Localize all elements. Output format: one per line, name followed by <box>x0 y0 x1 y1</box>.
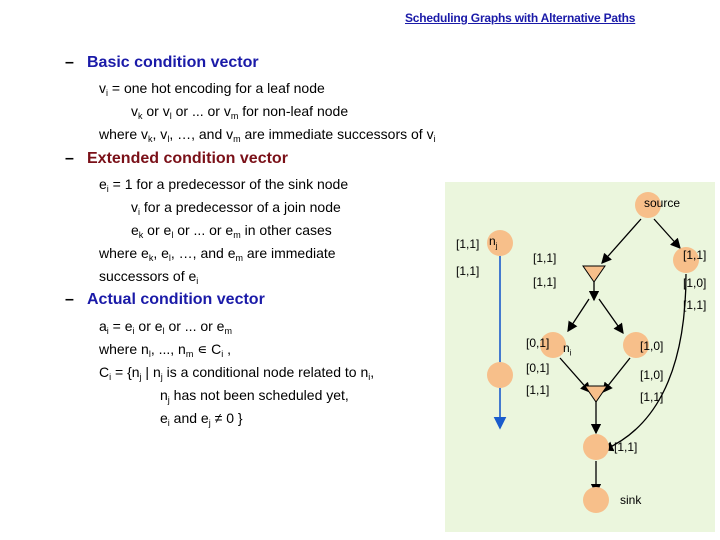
line-subscript: i <box>221 349 224 359</box>
line-text: = e <box>108 318 133 334</box>
line-text: are immediate successors of v <box>240 126 434 142</box>
line-subscript: l <box>148 349 151 359</box>
line-subscript: k <box>138 230 144 240</box>
line-subscript: l <box>171 230 174 240</box>
line-subscript: j <box>208 418 211 428</box>
line-subscript: m <box>185 349 194 359</box>
cond-label-ni-3: [1,1] <box>526 383 550 397</box>
nj-label: $n_j$ <box>489 234 498 251</box>
sink-node <box>583 487 609 513</box>
line-subscript: i <box>106 184 109 194</box>
line-text: , <box>370 364 375 380</box>
line-text: , <box>223 341 232 357</box>
line-text: for a predecessor of a join node <box>140 199 341 215</box>
cond-label-right-2: [1,0] <box>683 276 707 290</box>
line-text: where v <box>99 126 149 142</box>
slide-header: Scheduling Graphs with Alternative Paths <box>405 11 636 25</box>
line-text: , v <box>152 126 168 142</box>
cond-label-left-bottom: [1,1] <box>456 264 480 278</box>
line-subscript: m <box>224 326 232 336</box>
cond-label-r-1: [1,0] <box>640 339 664 353</box>
line-text: or ... or v <box>171 103 231 119</box>
line-subscript: j <box>139 372 142 382</box>
line-text: = {n <box>111 364 140 380</box>
cond-label-right-1: [1,1] <box>683 248 707 262</box>
line-text: in other cases <box>240 222 332 238</box>
line-text: or ... or e <box>164 318 225 334</box>
line-text: or e <box>134 318 163 334</box>
line-text: or e <box>143 222 172 238</box>
line-subscript: i <box>132 326 135 336</box>
edge-source-right <box>654 219 680 248</box>
line-text: , ..., n <box>150 341 186 357</box>
line-text: e <box>99 176 107 192</box>
line-text: a <box>99 318 107 334</box>
line-text: , e <box>153 245 169 261</box>
line-subscript: i <box>433 134 436 144</box>
line-subscript: k <box>148 134 153 144</box>
line-subscript: i <box>106 88 108 98</box>
edge-to-right-node <box>599 299 623 333</box>
line-text: e <box>160 410 168 426</box>
cond-label-right-3: [1,1] <box>683 298 707 312</box>
line-subscript: l <box>168 253 171 263</box>
extended-title: Extended condition vector <box>87 150 288 167</box>
line-text: ≠ 0 } <box>210 410 243 426</box>
line-subscript: i <box>138 207 140 217</box>
bullet-dash: – <box>65 150 74 167</box>
ni-label: $n_i$ <box>563 341 572 358</box>
line-text: , …, and v <box>169 126 234 142</box>
blue-target-node <box>487 362 513 388</box>
cond-label-r-2: [1,0] <box>640 368 664 382</box>
line-subscript: k <box>138 111 143 121</box>
line-text: and e <box>169 410 209 426</box>
line-text: has not been scheduled yet, <box>169 387 349 403</box>
line-subscript: i <box>109 372 112 382</box>
line-subscript: l <box>162 326 165 336</box>
line-text: or v <box>142 103 170 119</box>
bullet-dash: – <box>65 54 74 71</box>
line-text: e <box>131 222 139 238</box>
line-text: ∊ C <box>193 341 222 357</box>
fork-node <box>583 266 605 282</box>
line-text: are immediate <box>242 245 336 261</box>
cond-label-ni-1: [0,1] <box>526 336 550 350</box>
line-subscript: j <box>160 372 163 382</box>
line-subscript: i <box>368 372 371 382</box>
bottom-node <box>583 434 609 460</box>
cond-label-r-3: [1,1] <box>640 390 664 404</box>
line-text: where e <box>99 245 149 261</box>
source-label: source <box>644 196 681 210</box>
cond-label-mid-2: [1,1] <box>533 275 557 289</box>
basic-title: Basic condition vector <box>87 54 259 71</box>
edge-right-join <box>603 358 630 392</box>
line-text: C <box>99 364 110 380</box>
edge-source-left <box>602 219 641 263</box>
line-text: for non-leaf node <box>238 103 349 119</box>
cond-label-bottom: [1,1] <box>614 440 638 454</box>
line-text: or ... or e <box>173 222 234 238</box>
sink-label: sink <box>620 493 642 507</box>
line-text: successors of e <box>99 268 197 284</box>
line-subscript: m <box>233 134 241 144</box>
line-subscript: j <box>167 395 170 405</box>
actual-title: Actual condition vector <box>87 291 265 308</box>
line-subscript: m <box>230 111 239 121</box>
line-text: = one hot encoding for a leaf node <box>108 80 325 96</box>
line-text: is a conditional node related to n <box>162 364 369 380</box>
line-subscript: i <box>196 276 199 286</box>
line-text: = 1 for a predecessor of the sink node <box>108 176 349 192</box>
line-subscript: i <box>106 326 109 336</box>
line-text: v <box>131 199 138 215</box>
bullet-dash: – <box>65 291 74 308</box>
line-text: where n <box>99 341 149 357</box>
line-text: v <box>99 80 106 96</box>
line-subscript: l <box>169 111 172 121</box>
line-text: n <box>160 387 168 403</box>
line-subscript: k <box>148 253 154 263</box>
line-text: , …, and e <box>170 245 236 261</box>
cond-label-mid-1: [1,1] <box>533 251 557 265</box>
line-text: v <box>131 103 138 119</box>
edge-right-to-bottom <box>604 274 686 450</box>
line-text: | n <box>141 364 161 380</box>
edge-to-ni <box>568 299 589 331</box>
line-subscript: i <box>167 418 170 428</box>
join-node <box>585 386 607 402</box>
cond-label-left-top: [1,1] <box>456 237 480 251</box>
line-subscript: l <box>167 134 170 144</box>
cond-label-ni-2: [0,1] <box>526 361 550 375</box>
line-subscript: m <box>235 253 243 263</box>
line-subscript: m <box>233 230 241 240</box>
